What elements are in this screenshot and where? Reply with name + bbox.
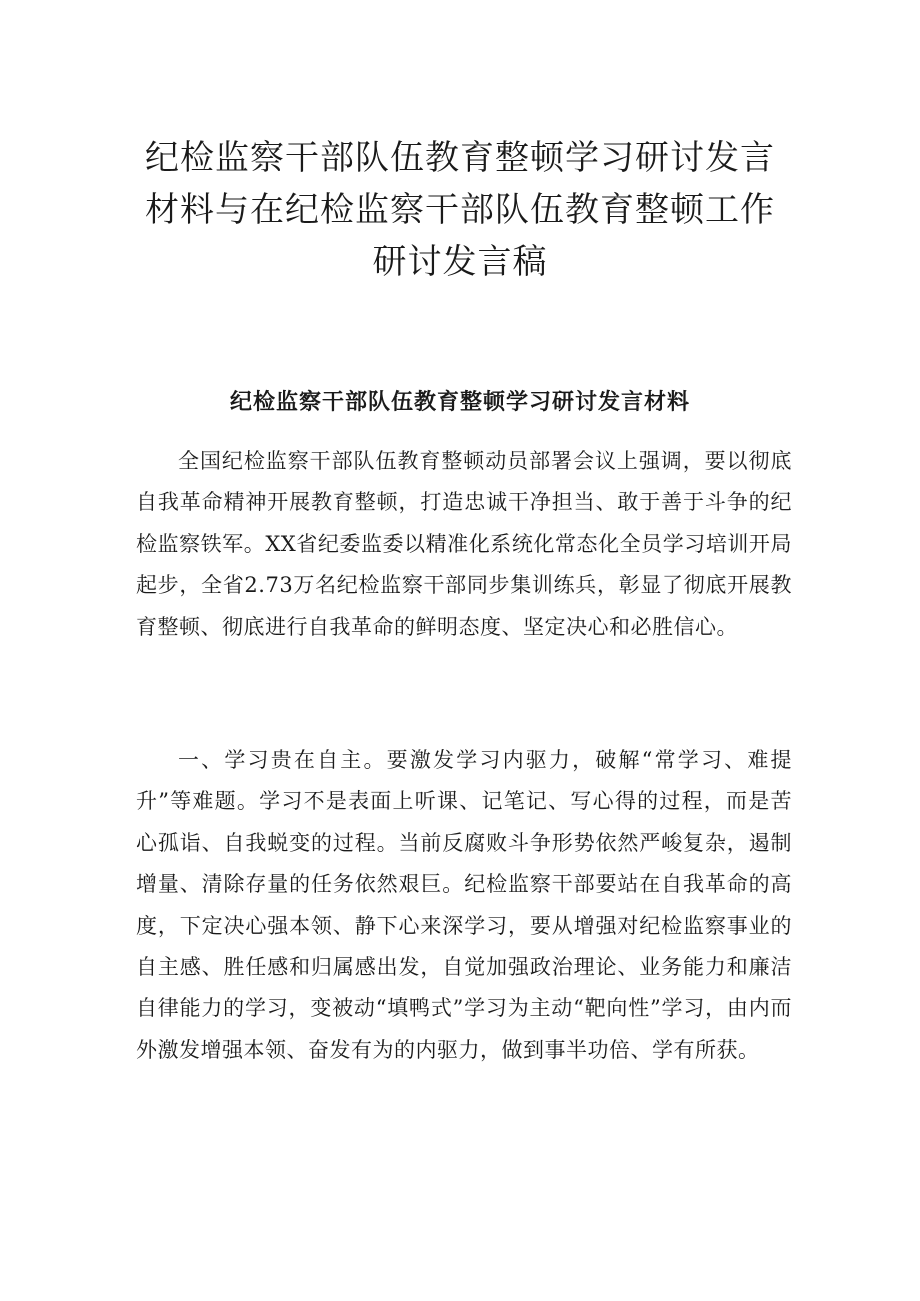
body-paragraph-2: 一、学习贵在自主。要激发学习内驱力，破解“常学习、难提升”等难题。学习不是表面上听课、记笔记、写心得的过程，而是苦心孤诣、自我蜕变的过程。当前反腐败斗争形势依然严峻复杂，遏制增量、清除存量的任务依然艰巨。纪检监察干部要站在自我革命的高度，下定决心强本领、静下心来深学习，要从增强对纪检监察事业的自主感、胜任感和归属感出发，自觉加强政治理论、业务能力和廉洁自律能力的学习，变被动“填鸭式”学习为主动“靶向性”学习，由内而外激发增强本领、奋发有为的内驱力，做到事半功倍、学有所获。 — [136, 748, 792, 1062]
document-title-line: 材料与在纪检监察干部队伍教育整顿工作 — [145, 190, 775, 230]
document-title-line: 研讨发言稿 — [372, 242, 548, 282]
section-title: 纪检监察干部队伍教育整顿学习研讨发言材料 — [229, 389, 690, 415]
document-title — [120, 132, 800, 288]
document-title-line: 纪检监察干部队伍教育整顿学习研讨发言 — [145, 138, 775, 178]
body-paragraph-1: 全国纪检监察干部队伍教育整顿动员部署会议上强调，要以彻底自我革命精神开展教育整顿，打造忠诚干净担当、敢于善于斗争的纪检监察铁军。XX省纪委监委以精准化系统化常态化全员学习培训开局起步，全省2.73万名纪检监察干部同步集训练兵，彰显了彻底开展教育整顿、彻底进行自我革命的鲜明态度、坚定决心和必胜信心。 — [136, 449, 792, 639]
